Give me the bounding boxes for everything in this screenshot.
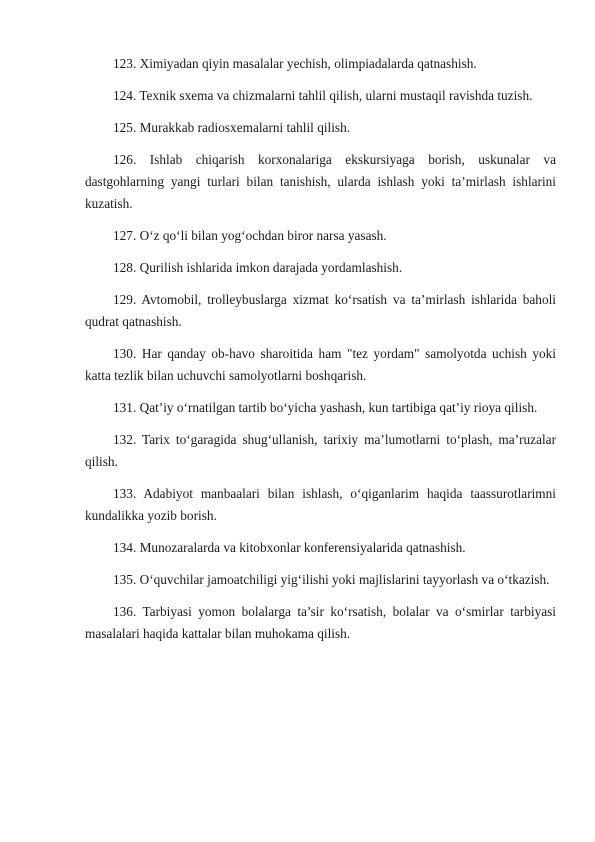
list-item-125: 125. Murakkab radiosxemalarni tahlil qilish. xyxy=(113,120,351,135)
list-item-136: 136. Tarbiyasi yomon bolalarga ta’sir ko‘rsatish, bolalar va o‘smirlar tarbiyasi masalalari haqida kattalar bilan muhokama qilish. xyxy=(85,604,556,641)
list-item-131: 131. Qat’iy o‘rnatilgan tartib bo‘yicha yashash, kun tartibiga qat’iy rioya qilish. xyxy=(113,400,538,415)
list-item-126: 126. Ishlab chiqarish korxonalariga ekskursiyaga borish, uskunalar va dastgohlarning yangi turlari bilan tanishish, ularda ishlash yoki ta’mirlash ishlarini kuzatish. xyxy=(85,152,556,211)
document-body xyxy=(85,53,556,655)
list-item-129: 129. Avtomobil, trolleybuslarga xizmat ko‘rsatish va ta’mirlash ishlarida baholi qudrat qatnashish. xyxy=(85,292,556,329)
list-item-124: 124. Texnik sxema va chizmalarni tahlil qilish, ularni mustaqil ravishda tuzish. xyxy=(113,88,533,103)
list-item-128: 128. Qurilish ishlarida imkon darajada yordamlashish. xyxy=(113,260,403,275)
list-item-135: 135. O‘quvchilar jamoatchiligi yig‘ilishi yoki majlislarini tayyorlash va o‘tkazish. xyxy=(113,572,550,587)
list-item-133: 133. Adabiyot manbaalari bilan ishlash, o‘qiganlarim haqida taassurotlarimni kundalikka yozib borish. xyxy=(85,486,556,523)
list-item-130: 130. Har qanday ob-havo sharoitida ham "tez yordam" samolyotda uchish yoki katta tezlik bilan uchuvchi samolyotlarni boshqarish. xyxy=(85,346,556,383)
list-item-123: 123. Ximiyadan qiyin masalalar yechish, olimpiadalarda qatnashish. xyxy=(113,56,477,71)
list-item-127: 127. O‘z qo‘li bilan yog‘ochdan biror narsa yasash. xyxy=(113,228,387,243)
list-item-132: 132. Tarix to‘garagida shug‘ullanish, tarixiy ma’lumotlarni to‘plash, ma’ruzalar qilish. xyxy=(85,432,556,469)
list-item-134: 134. Munozaralarda va kitobxonlar konferensiyalarida qatnashish. xyxy=(113,540,466,555)
